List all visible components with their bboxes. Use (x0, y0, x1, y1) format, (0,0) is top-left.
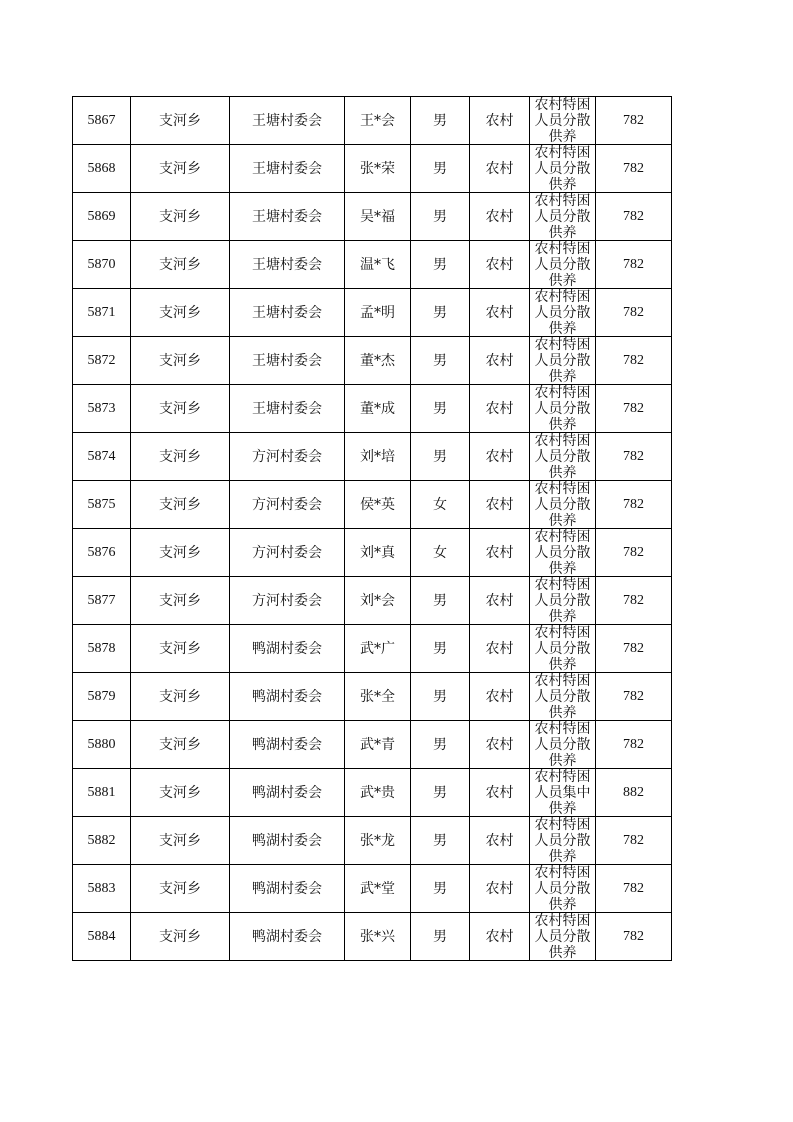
cell-household-type: 农村 (470, 337, 530, 385)
cell-support-category (530, 625, 596, 673)
cell-gender: 男 (411, 577, 470, 625)
cell-amount: 782 (596, 577, 672, 625)
cell-village: 鸭湖村委会 (230, 769, 345, 817)
support-category-text: 农村特困人员分散供养 (534, 817, 591, 864)
cell-support-category (530, 769, 596, 817)
table-row (73, 769, 672, 817)
cell-household-type: 农村 (470, 193, 530, 241)
cell-village: 王塘村委会 (230, 385, 345, 433)
cell-gender: 男 (411, 385, 470, 433)
cell-support-category (530, 721, 596, 769)
cell-amount: 782 (596, 721, 672, 769)
support-category-text: 农村特困人员分散供养 (534, 529, 591, 576)
cell-amount: 782 (596, 865, 672, 913)
cell-support-category (530, 241, 596, 289)
support-category-text: 农村特困人员分散供养 (534, 289, 591, 336)
cell-household-type: 农村 (470, 97, 530, 145)
cell-person-name: 武*广 (345, 625, 411, 673)
cell-person-name: 王*会 (345, 97, 411, 145)
cell-person-name: 温*飞 (345, 241, 411, 289)
cell-person-name: 刘*培 (345, 433, 411, 481)
cell-serial-number: 5876 (73, 529, 131, 577)
table-row (73, 817, 672, 865)
cell-household-type: 农村 (470, 385, 530, 433)
cell-gender: 男 (411, 721, 470, 769)
table-row (73, 529, 672, 577)
cell-amount: 782 (596, 241, 672, 289)
cell-gender: 男 (411, 433, 470, 481)
cell-village: 鸭湖村委会 (230, 673, 345, 721)
cell-serial-number: 5884 (73, 913, 131, 961)
cell-serial-number: 5869 (73, 193, 131, 241)
cell-person-name: 刘*会 (345, 577, 411, 625)
cell-amount: 782 (596, 97, 672, 145)
cell-person-name: 吴*福 (345, 193, 411, 241)
cell-amount: 782 (596, 529, 672, 577)
table-row (73, 97, 672, 145)
support-category-text: 农村特困人员分散供养 (534, 481, 591, 528)
cell-village: 方河村委会 (230, 529, 345, 577)
cell-person-name: 侯*英 (345, 481, 411, 529)
table-row (73, 625, 672, 673)
cell-serial-number: 5883 (73, 865, 131, 913)
cell-village: 王塘村委会 (230, 337, 345, 385)
cell-gender: 男 (411, 145, 470, 193)
cell-village: 王塘村委会 (230, 145, 345, 193)
support-category-text: 农村特困人员分散供养 (534, 145, 591, 192)
support-category-text: 农村特困人员分散供养 (534, 97, 591, 144)
cell-amount: 782 (596, 337, 672, 385)
support-category-text: 农村特困人员分散供养 (534, 433, 591, 480)
cell-household-type: 农村 (470, 913, 530, 961)
table-row (73, 865, 672, 913)
cell-person-name: 董*成 (345, 385, 411, 433)
cell-household-type: 农村 (470, 673, 530, 721)
cell-support-category (530, 865, 596, 913)
table-row (73, 193, 672, 241)
cell-township: 支河乡 (131, 721, 230, 769)
cell-village: 方河村委会 (230, 481, 345, 529)
cell-person-name: 张*兴 (345, 913, 411, 961)
cell-township: 支河乡 (131, 241, 230, 289)
cell-gender: 男 (411, 193, 470, 241)
cell-support-category (530, 145, 596, 193)
support-category-text: 农村特困人员分散供养 (534, 913, 591, 960)
cell-village: 王塘村委会 (230, 97, 345, 145)
cell-household-type: 农村 (470, 625, 530, 673)
cell-amount: 782 (596, 289, 672, 337)
cell-village: 鸭湖村委会 (230, 913, 345, 961)
cell-support-category (530, 673, 596, 721)
table-row (73, 145, 672, 193)
cell-township: 支河乡 (131, 193, 230, 241)
cell-serial-number: 5872 (73, 337, 131, 385)
cell-support-category (530, 529, 596, 577)
table-row (73, 337, 672, 385)
cell-serial-number: 5881 (73, 769, 131, 817)
support-category-text: 农村特困人员分散供养 (534, 241, 591, 288)
cell-amount: 782 (596, 433, 672, 481)
cell-township: 支河乡 (131, 145, 230, 193)
cell-amount: 782 (596, 817, 672, 865)
cell-support-category (530, 433, 596, 481)
support-category-text: 农村特困人员分散供养 (534, 865, 591, 912)
table-row (73, 433, 672, 481)
table-row (73, 673, 672, 721)
cell-township: 支河乡 (131, 769, 230, 817)
cell-village: 王塘村委会 (230, 193, 345, 241)
cell-serial-number: 5878 (73, 625, 131, 673)
cell-township: 支河乡 (131, 337, 230, 385)
cell-township: 支河乡 (131, 673, 230, 721)
cell-amount: 782 (596, 913, 672, 961)
cell-amount: 782 (596, 385, 672, 433)
cell-township: 支河乡 (131, 481, 230, 529)
cell-amount: 782 (596, 145, 672, 193)
table-row (73, 481, 672, 529)
beneficiary-table (72, 96, 672, 961)
table-row (73, 241, 672, 289)
cell-person-name: 武*堂 (345, 865, 411, 913)
cell-household-type: 农村 (470, 529, 530, 577)
cell-serial-number: 5873 (73, 385, 131, 433)
cell-gender: 男 (411, 673, 470, 721)
support-category-text: 农村特困人员分散供养 (534, 625, 591, 672)
cell-township: 支河乡 (131, 625, 230, 673)
cell-village: 方河村委会 (230, 433, 345, 481)
cell-serial-number: 5871 (73, 289, 131, 337)
cell-support-category (530, 385, 596, 433)
table-body (73, 97, 672, 961)
cell-household-type: 农村 (470, 481, 530, 529)
cell-support-category (530, 193, 596, 241)
cell-village: 王塘村委会 (230, 289, 345, 337)
cell-township: 支河乡 (131, 289, 230, 337)
cell-gender: 男 (411, 769, 470, 817)
cell-village: 王塘村委会 (230, 241, 345, 289)
support-category-text: 农村特困人员分散供养 (534, 385, 591, 432)
cell-township: 支河乡 (131, 817, 230, 865)
cell-gender: 女 (411, 529, 470, 577)
cell-serial-number: 5874 (73, 433, 131, 481)
cell-gender: 男 (411, 289, 470, 337)
support-category-text: 农村特困人员分散供养 (534, 193, 591, 240)
cell-township: 支河乡 (131, 97, 230, 145)
cell-support-category (530, 481, 596, 529)
cell-person-name: 张*全 (345, 673, 411, 721)
cell-amount: 782 (596, 193, 672, 241)
cell-township: 支河乡 (131, 865, 230, 913)
support-category-text: 农村特困人员分散供养 (534, 721, 591, 768)
cell-person-name: 张*荣 (345, 145, 411, 193)
cell-amount: 782 (596, 481, 672, 529)
table-row (73, 721, 672, 769)
table-row (73, 289, 672, 337)
cell-gender: 男 (411, 625, 470, 673)
cell-serial-number: 5870 (73, 241, 131, 289)
support-category-text: 农村特困人员分散供养 (534, 337, 591, 384)
cell-person-name: 武*贵 (345, 769, 411, 817)
cell-gender: 女 (411, 481, 470, 529)
cell-village: 方河村委会 (230, 577, 345, 625)
cell-person-name: 孟*明 (345, 289, 411, 337)
cell-support-category (530, 97, 596, 145)
cell-household-type: 农村 (470, 289, 530, 337)
cell-serial-number: 5882 (73, 817, 131, 865)
cell-support-category (530, 289, 596, 337)
cell-village: 鸭湖村委会 (230, 865, 345, 913)
cell-township: 支河乡 (131, 529, 230, 577)
cell-support-category (530, 913, 596, 961)
cell-support-category (530, 817, 596, 865)
support-category-text: 农村特困人员分散供养 (534, 577, 591, 624)
cell-household-type: 农村 (470, 145, 530, 193)
cell-township: 支河乡 (131, 385, 230, 433)
cell-person-name: 张*龙 (345, 817, 411, 865)
cell-village: 鸭湖村委会 (230, 625, 345, 673)
cell-person-name: 武*青 (345, 721, 411, 769)
cell-support-category (530, 577, 596, 625)
cell-household-type: 农村 (470, 241, 530, 289)
cell-amount: 782 (596, 625, 672, 673)
cell-serial-number: 5879 (73, 673, 131, 721)
cell-household-type: 农村 (470, 769, 530, 817)
cell-support-category (530, 337, 596, 385)
cell-household-type: 农村 (470, 817, 530, 865)
cell-gender: 男 (411, 337, 470, 385)
cell-amount: 882 (596, 769, 672, 817)
cell-person-name: 刘*真 (345, 529, 411, 577)
cell-household-type: 农村 (470, 433, 530, 481)
cell-household-type: 农村 (470, 865, 530, 913)
cell-township: 支河乡 (131, 577, 230, 625)
cell-serial-number: 5867 (73, 97, 131, 145)
cell-village: 鸭湖村委会 (230, 721, 345, 769)
cell-person-name: 董*杰 (345, 337, 411, 385)
cell-household-type: 农村 (470, 721, 530, 769)
table-row (73, 577, 672, 625)
cell-township: 支河乡 (131, 433, 230, 481)
cell-gender: 男 (411, 817, 470, 865)
support-category-text: 农村特困人员分散供养 (534, 673, 591, 720)
support-category-text: 农村特困人员集中供养 (534, 769, 591, 816)
cell-gender: 男 (411, 241, 470, 289)
cell-serial-number: 5868 (73, 145, 131, 193)
cell-gender: 男 (411, 97, 470, 145)
cell-serial-number: 5875 (73, 481, 131, 529)
cell-amount: 782 (596, 673, 672, 721)
cell-village: 鸭湖村委会 (230, 817, 345, 865)
cell-serial-number: 5880 (73, 721, 131, 769)
cell-township: 支河乡 (131, 913, 230, 961)
cell-serial-number: 5877 (73, 577, 131, 625)
cell-gender: 男 (411, 913, 470, 961)
table-row (73, 385, 672, 433)
table-row (73, 913, 672, 961)
cell-household-type: 农村 (470, 577, 530, 625)
cell-gender: 男 (411, 865, 470, 913)
